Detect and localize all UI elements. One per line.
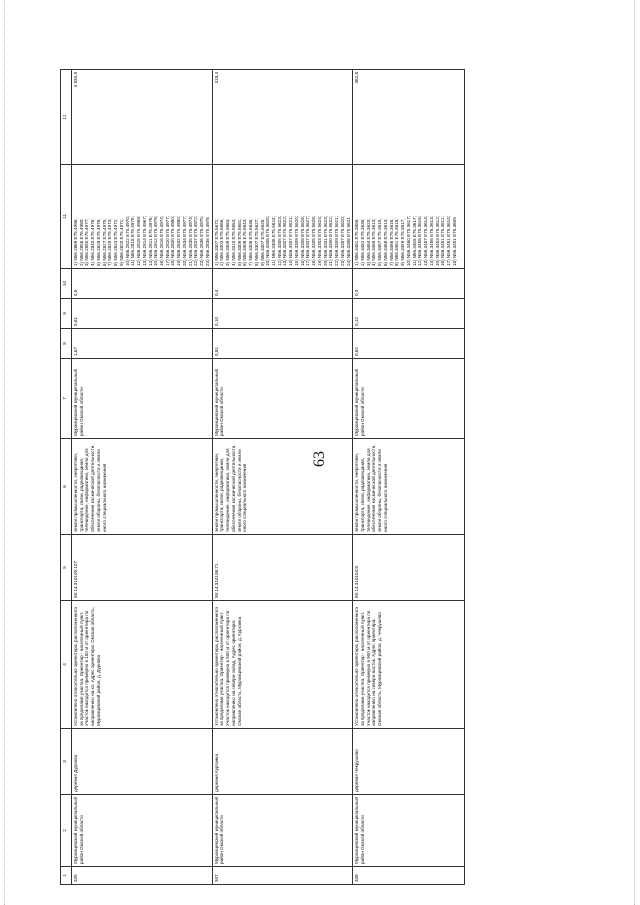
coordinate-point: 8) N56.2824 E75.4972; (113, 218, 119, 266)
coordinate-point: 1) N56.3307 E75.5671; (213, 218, 219, 266)
coordinate-point: 16) N56.3308 E75.5626; (299, 215, 305, 266)
coordinate-point: 4) N56.3466 E75.3613; (371, 218, 377, 266)
land-category-cell: земли промышленности, энергетики, транспорта, связи, радиовещания, телевидения, информатики, земли для обеспечения космической деятельности, земли обороны, безопасности и земли иного специального назначения (353, 439, 465, 535)
coordinate-point: 8) N56.3461 E75.3618; (394, 218, 400, 266)
coordinate-point: 18) N56.2830 E75.4980; (170, 215, 176, 266)
coordinate-point: 9) N56.3307 E75.5626; (259, 218, 265, 266)
coordinate-point: 2) N56.2856 E75.4980; (78, 218, 84, 266)
coordinate-point: 21) N56.2835 E75.4974; (187, 215, 193, 266)
coordinate-point: 22) N56.2837 E75.4972; (193, 215, 199, 266)
row-number: 345 (72, 867, 213, 885)
column-header: 10 (61, 269, 72, 299)
coordinate-point: 23) N56.3307 E75.5620; (339, 215, 345, 266)
land-category-cell: земли промышленности, энергетики, транспорта, связи, радиовещания, телевидения, информатики, земли для обеспечения космической деятельности, земли обороны, безопасности и земли иного специального назначения (72, 439, 213, 535)
coordinate-point: 10) N56.3308 E75.5625; (265, 215, 271, 266)
column-header: 7 (61, 359, 72, 439)
coordinate-point: 22) N56.3309 E75.5621; (334, 215, 340, 266)
area-total-cell: 0,81 (212, 329, 353, 359)
locality-cell: деревня Чекрушево (353, 729, 465, 795)
cadastral-number-cell: 55:14:310105:107 (72, 535, 213, 601)
page-number: 63 (311, 451, 328, 467)
column-header: 9 (61, 299, 72, 329)
municipality-cell: Муромцевский муниципальный район Омской области (212, 359, 353, 439)
coordinate-point: 24) N56.2835 E75.4978 (204, 217, 210, 266)
locality-cell: деревня Курганка (212, 729, 353, 795)
column-number-row (61, 70, 72, 885)
coordinates-cell (353, 165, 465, 269)
coordinate-point: 24) N56.3306 E75.5621 (345, 217, 351, 266)
coordinate-point: 20) N56.2834 E75.4977; (181, 215, 187, 266)
municipality-cell: Муромцевский муниципальный район Омской области (353, 359, 465, 439)
coordinate-point: 12) N56.3305 E75.5623; (276, 215, 282, 266)
coordinate-point: 10) N56.3460 E75.3617; (405, 215, 411, 266)
coordinates-cell (212, 165, 353, 269)
coordinate-point: 6) N56.3468 E75.3614; (382, 218, 388, 266)
column-header: 6 (61, 439, 72, 535)
cadastral-number-cell: 55:14:310104:8 (353, 535, 465, 601)
coordinate-point: 3) N56.3464 E75.3620; (365, 218, 371, 266)
area-b-cell: 0,5 (72, 269, 213, 299)
total-cell: 4 835,9 (72, 70, 213, 165)
district-cell: Муромцевский муниципальный район Омской области (353, 795, 465, 867)
area-b-cell: 0,3 (353, 269, 465, 299)
coordinate-point: 9) N56.3459 E75.3617; (400, 218, 406, 266)
location-cell: Установлено относительно ориентира, расположенного за пределами участка. Ориентир - населенный пункт. Участок находится примерно в 500 м от ориентира по направлению на северо-запад. Адрес ориентира: Омская область, Муромцевский район, д. Курганка (212, 601, 353, 729)
coordinate-point: 14) N56.2811 E75.4976; (147, 216, 153, 266)
coordinate-point: 7) N56.3306 E75.5636; (248, 218, 254, 266)
coordinate-point: 13) N56.3457 E75.3614; (423, 215, 429, 266)
area-total-cell: 1,67 (72, 329, 213, 359)
coordinate-point: 19) N56.3303 E75.5624; (316, 215, 322, 266)
coordinate-point: 17) N56.2820 E75.4977; (164, 215, 170, 266)
coordinate-point: 23) N56.2836 E75.4975; (199, 215, 205, 266)
area-a-cell: 0,61 (72, 299, 213, 329)
coordinate-point: 7) N56.3466 E75.3616; (388, 218, 394, 266)
column-header: 12 (61, 70, 72, 165)
coordinate-point: 4) N56.2840 E75.4976; (90, 218, 96, 266)
coordinate-point: 21) N56.3300 E75.5622; (328, 215, 334, 266)
row-number: 347 (212, 867, 353, 885)
coordinate-list (73, 167, 211, 266)
coordinate-point: 1) N56.3461 E75.3656; (354, 218, 360, 266)
coordinate-point: 11) N56.3459 E75.3617; (411, 216, 417, 266)
column-header: 8 (61, 329, 72, 359)
district-cell: Муромцевский муниципальный район Омской области (212, 795, 353, 867)
coordinate-point: 14) N56.3307 E75.5621; (288, 215, 294, 266)
area-b-cell: 0,4 (212, 269, 353, 299)
coordinate-point: 5) N56.2828 E75.4976; (95, 218, 101, 266)
coordinate-point: 6) N56.2827 E75.4975; (101, 218, 107, 266)
coordinate-point: 9) N56.2820 E75.4971; (118, 218, 124, 266)
coordinate-point: 4) N56.3310 E75.5654; (230, 218, 236, 266)
coordinate-list (354, 167, 457, 266)
right-scan-edge (634, 0, 636, 905)
coordinate-point: 11) N56.3306 E75.5624; (270, 216, 276, 266)
total-cell: 418,4 (212, 70, 353, 165)
land-registry-table (60, 69, 465, 885)
column-header: 1 (61, 867, 72, 885)
column-header: 3 (61, 729, 72, 795)
table-row (72, 70, 213, 885)
municipality-cell: Муромцевский муниципальный район Омской области (72, 359, 213, 439)
column-header: 2 (61, 795, 72, 867)
column-header: 11 (61, 165, 72, 269)
column-header: 5 (61, 535, 72, 601)
locality-cell: деревня Дурново (72, 729, 213, 795)
coordinate-point: 17) N56.3451 E75.3610; (446, 215, 451, 266)
column-header: 4 (61, 601, 72, 729)
coordinates-cell (72, 165, 213, 269)
coordinate-point: 18) N56.3451 E75.3609 (451, 217, 457, 266)
area-total-cell: 0,62 (353, 329, 465, 359)
coordinate-point: 1) N56.2869 E75.4996; (73, 218, 78, 266)
coordinate-point: 16) N56.3451 E75.3611; (440, 216, 446, 266)
location-cell: Установлено относительно ориентира, расположенного за пределами участка. Ориентир - населенный пункт. Участок находится примерно в 150 м от ориентира по направлению на юг. Адрес ориентира: Омская область, Муромцевский район, д. Дурново (72, 601, 213, 729)
coordinate-point: 14) N56.3456 E75.3613; (428, 215, 434, 266)
cadastral-number-cell: 55:14:310106:71 (212, 535, 353, 601)
rotated-table-content (60, 70, 457, 885)
total-cell: 362,8 (353, 70, 465, 165)
coordinate-list (214, 167, 352, 266)
coordinate-point: 17) N56.3307 E75.5627; (305, 215, 311, 266)
coordinate-point: 2) N56.3462 E75.3636; (359, 218, 365, 266)
left-scan-edge (4, 0, 6, 905)
table-row (353, 70, 465, 885)
coordinate-point: 5) N56.3467 E75.3615; (377, 218, 383, 266)
coordinate-point: 3) N56.3309 E75.5663; (225, 218, 231, 266)
location-cell: Установлено относительно ориентира, расположенного за пределами участка. Ориентир - населенный пункт. Участок находится примерно в 900 м от ориентира по направлению на северо-восток. Адрес ориентира: Омская область, Муромцевский район, д. Чекрушево (353, 601, 465, 729)
coordinate-point: 5) N56.3309 E75.5651; (236, 218, 242, 266)
area-a-cell: 0,12 (353, 299, 465, 329)
coordinate-point: 3) N56.2850 E75.4977; (84, 218, 90, 266)
coordinate-point: 7) N56.2825 E75.4973; (107, 218, 113, 266)
coordinate-point: 2) N56.3303 E75.5666; (219, 218, 225, 266)
coordinate-point: 15) N56.3309 E75.5620; (293, 215, 299, 266)
coordinate-point: 12) N56.3458 E75.3616; (417, 215, 423, 266)
coordinate-point: 15) N56.2812 E75.4978; (153, 215, 159, 266)
coordinate-point: 12) N56.2815 E75.4968; (136, 215, 142, 266)
rotated-table-frame (60, 70, 457, 885)
coordinate-point: 11) N56.2818 E75.4970; (130, 216, 136, 266)
coordinate-point: 13) N56.3307 E75.5622; (282, 215, 288, 266)
coordinate-point: 16) N56.2816 E75.4974; (159, 215, 165, 266)
coordinate-point: 10) N56.2822 E75.4970; (124, 215, 130, 266)
row-number: 348 (353, 867, 465, 885)
table-row (212, 70, 353, 885)
coordinate-point: 8) N56.3307 E75.5627; (253, 218, 259, 266)
coordinate-point: 19) N56.2832 E75.4980; (176, 215, 182, 266)
district-cell: Муромцевский муниципальный район Омской области (72, 795, 213, 867)
coordinate-point: 13) N56.2814 E75.4967; (141, 215, 147, 266)
coordinate-point: 18) N56.3305 E75.5628; (311, 215, 317, 266)
coordinate-point: 20) N56.3301 E75.5623; (322, 215, 328, 266)
coordinate-point: 6) N56.3308 E75.5643; (242, 218, 248, 266)
coordinate-point: 15) N56.3453 E75.3612; (434, 215, 440, 266)
land-category-cell: земли промышленности, энергетики, транспорта, связи, радиовещания, телевидения, информатики, земли для обеспечения космической деятельности, земли обороны, безопасности и земли иного специального назначения (212, 439, 353, 535)
area-a-cell: 0,10 (212, 299, 353, 329)
